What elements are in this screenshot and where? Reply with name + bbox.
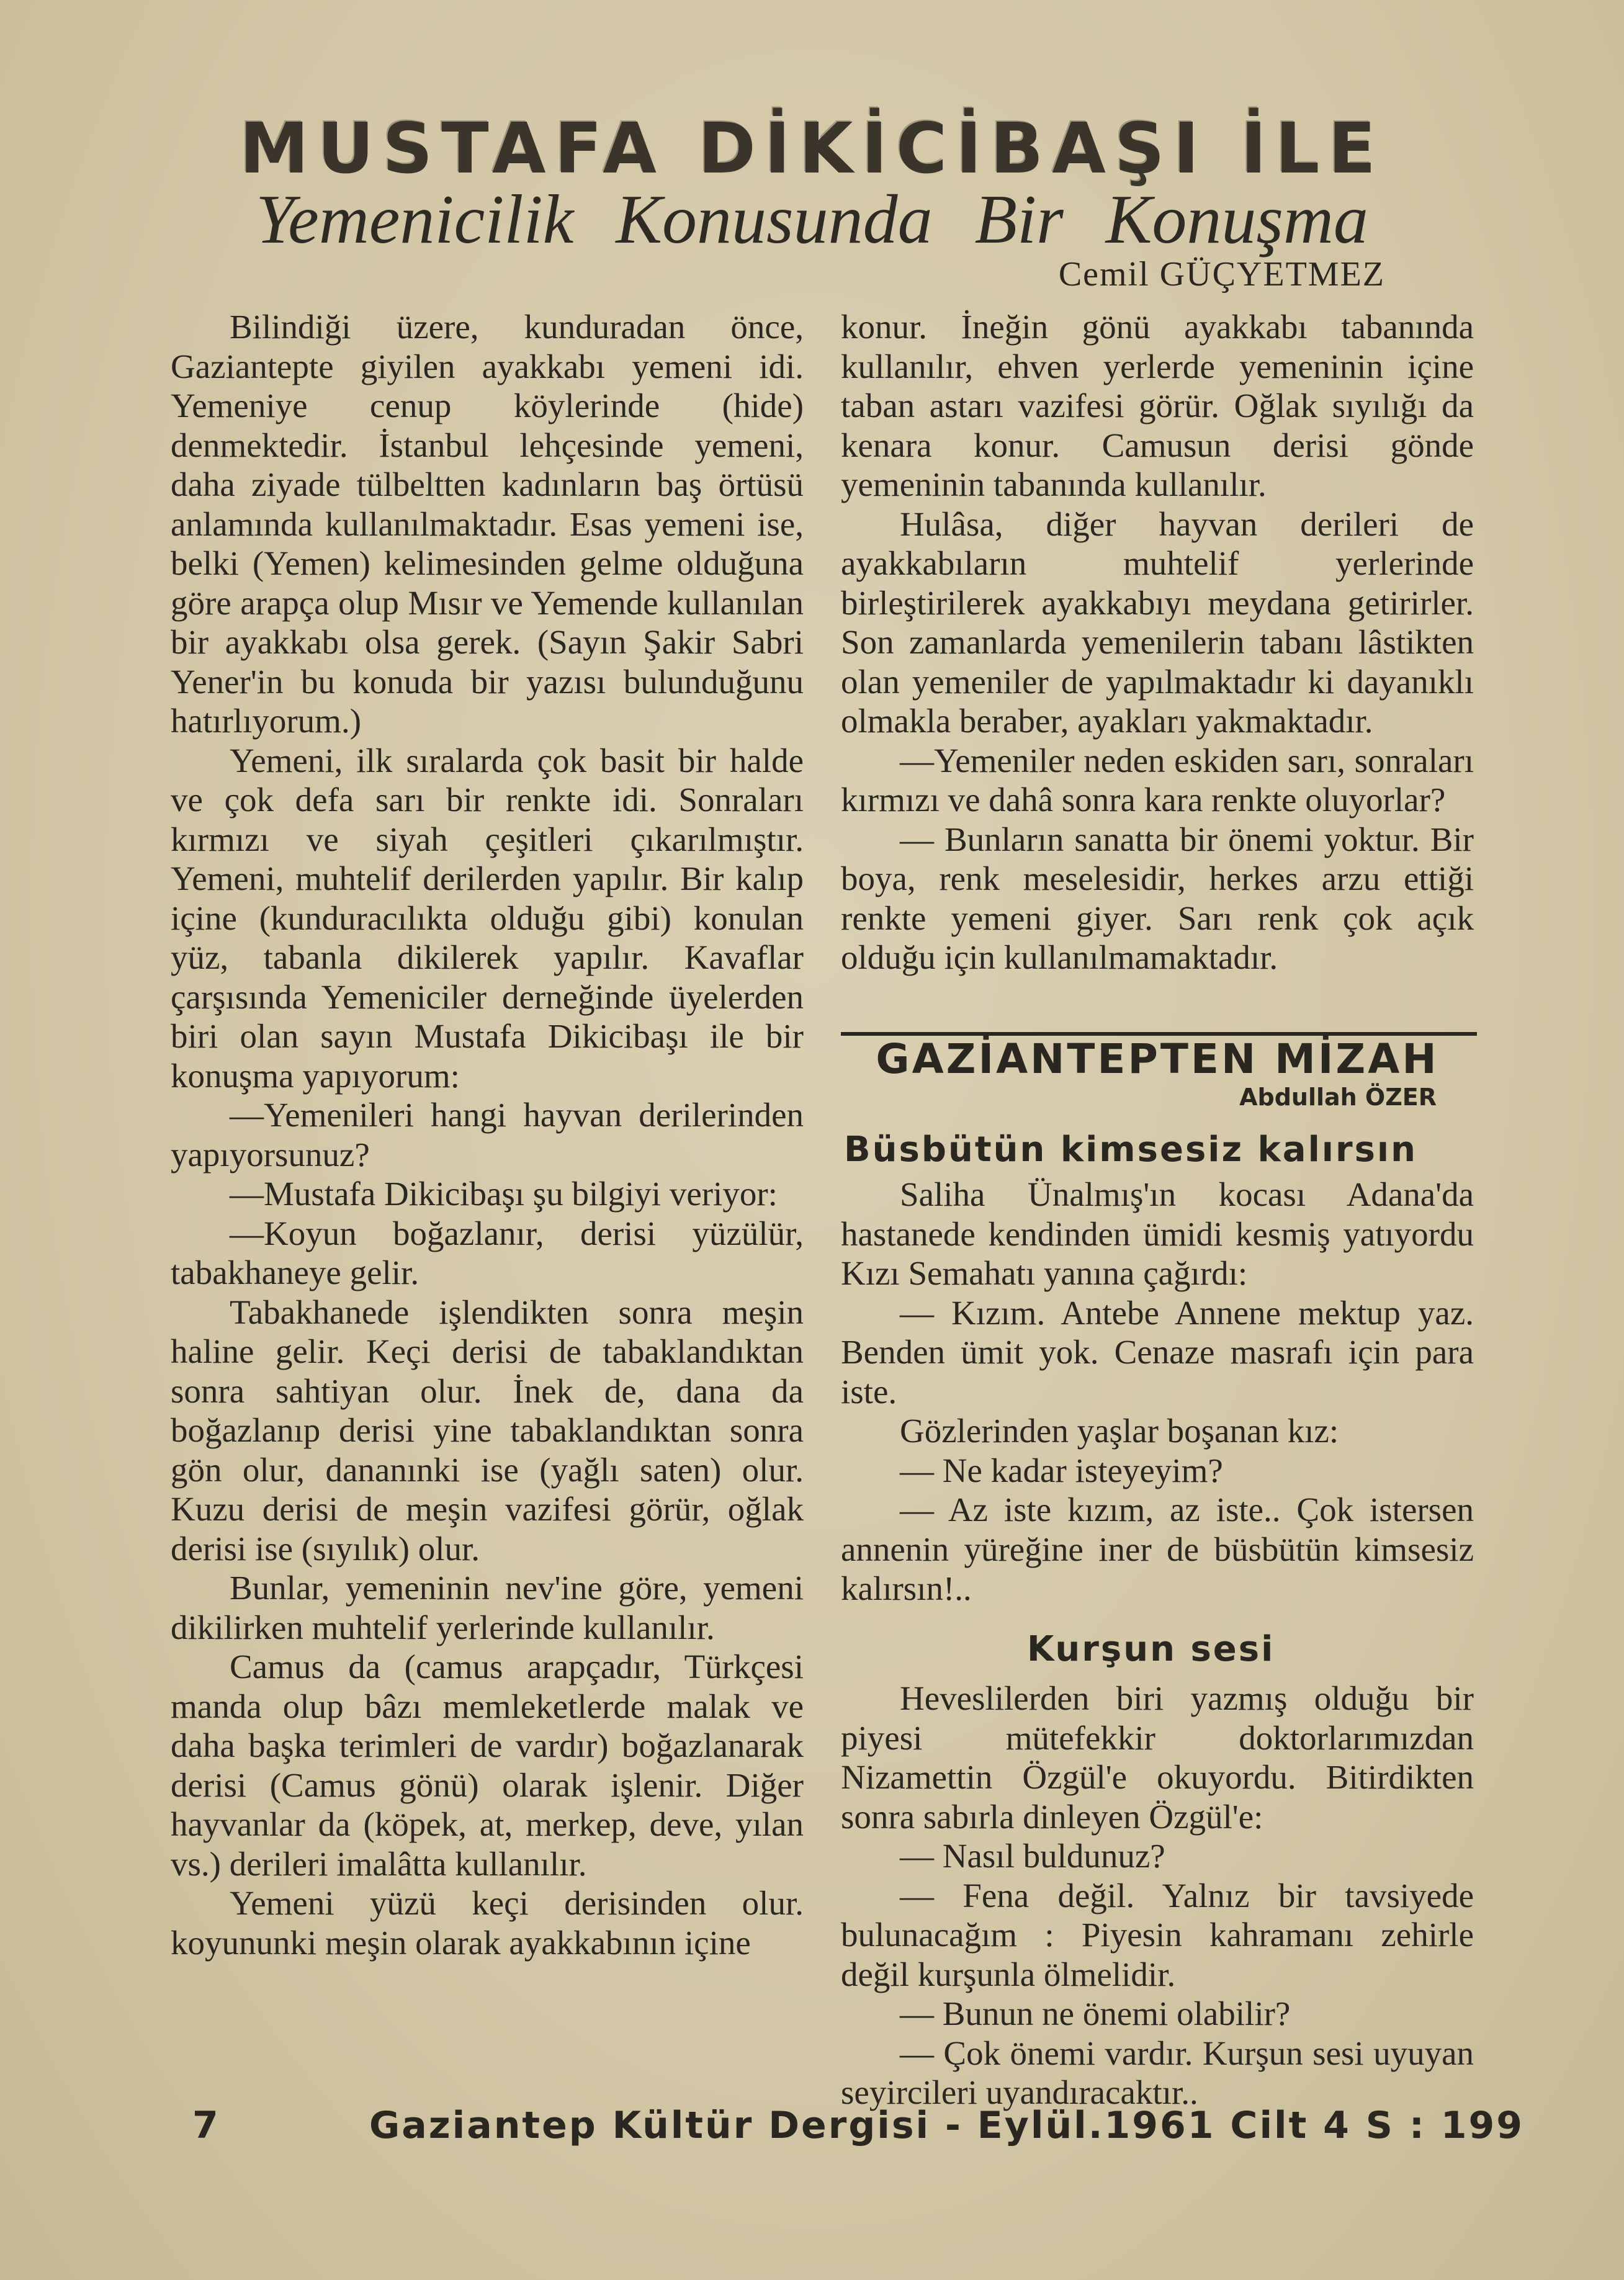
- paragraph: — Bunun ne önemi olabilir?: [900, 1995, 1291, 2032]
- left-column: [171, 307, 804, 1962]
- paragraph: — Fena değil. Yalnız bir tavsiyede bulunacağım : Piyesin kahramanı zehirle değil kurşunla ölmelidir.: [841, 1876, 1474, 1993]
- paragraph: — Kızım. Antebe Annene mektup yaz. Benden ümit yok. Cenaze masrafı için para iste.: [841, 1293, 1474, 1411]
- paragraph: — Çok önemi vardır. Kurşun sesi uyuyan seyircileri uyandıracaktır..: [841, 2034, 1474, 2111]
- paragraph: — Bunların sanatta bir önemi yoktur. Bir boya, renk meselesidir, herkes arzu ettiği renkte yemeni giyer. Sarı renk çok açık olduğu için kullanılmamaktadır.: [841, 820, 1474, 976]
- paragraph: —Yemeniler neden eskiden sarı, sonraları kırmızı ve dahâ sonra kara renkte oluyorlar?: [841, 741, 1474, 819]
- paragraph: Tabakhanede işlendikten sonra meşin haline gelir. Keçi derisi de tabaklandıktan sonra sahtiyan olur. İnek de, dana da boğazlanıp derisi yine tabaklandıktan sonra gön olur, dananınki ise (yağlı saten) olur. Kuzu derisi de meşin vazifesi görür, oğlak derisi ise (sıyılık) olur.: [171, 1293, 804, 1568]
- paragraph: Yemeni, ilk sıralarda çok basit bir halde ve çok defa sarı bir renkte idi. Sonraları kırmızı ve siyah çeşitleri çıkarılmıştır. Yemeni, muhtelif derilerden yapılır. Bir kalıp içine (kunduracılıkta olduğu gibi) konulan yüz, tabanla dikilerek yapılır. Kavaflar çarşısında Yemeniciler derneğinde üyelerden biri olan sayın Mustafa Dikicibaşı ile bir konuşma yapıyorum:: [171, 741, 804, 1095]
- paragraph: Heveslilerden biri yazmış olduğu bir piyesi mütefekkir doktorlarımızdan Nizamettin Özgül'e okuyordu. Bitirdikten sonra sabırla dinleyen Özgül'e:: [841, 1679, 1474, 1836]
- story-heading: Büsbütün kimsesiz kalırsın: [844, 1129, 1417, 1170]
- page-number: 7: [192, 2104, 220, 2147]
- paragraph: — Nasıl buldunuz?: [900, 1837, 1165, 1875]
- paragraph: Gözlerinden yaşlar boşanan kız:: [900, 1412, 1339, 1450]
- paragraph: — Ne kadar isteyeyim?: [900, 1451, 1223, 1489]
- right-column-top: [841, 307, 1474, 977]
- article-author: Cemil GÜÇYETMEZ: [1058, 255, 1385, 294]
- paragraph: Yemeni yüzü keçi derisinden olur. koyununki meşin olarak ayakkabının içine: [171, 1884, 804, 1962]
- paragraph: Saliha Ünalmış'ın kocası Adana'da hastanede kendinden ümidi kesmiş yatıyordu Kızı Semahatı yanına çağırdı:: [841, 1175, 1474, 1292]
- paragraph: —Yemenileri hangi hayvan derilerinden yapıyorsunuz?: [171, 1096, 804, 1174]
- section-author: Abdullah ÖZER: [1239, 1084, 1437, 1111]
- paragraph: Camus da (camus arapçadır, Türkçesi manda olup bâzı memleketlerde malak ve daha başka terimleri de vardır) boğazlanarak derisi (Camus gönü) olarak işlenir. Diğer hayvanlar da (köpek, at, merkep, deve, yılan vs.) derileri imalâtta kullanılır.: [171, 1648, 804, 1883]
- article-title: MUSTAFA DİKİCİBAŞI İLE: [240, 109, 1384, 189]
- story-kursun: [841, 1679, 1474, 2112]
- footer-citation: Gaziantep Kültür Dergisi - Eylül.1961 Cilt 4 S : 199: [369, 2104, 1525, 2147]
- story-busbutun: [841, 1175, 1474, 1609]
- paragraph: —Koyun boğazlanır, derisi yüzülür, tabakhaneye gelir.: [171, 1214, 804, 1291]
- paragraph: konur. İneğin gönü ayakkabı tabanında kullanılır, ehven yerlerde yemeninin içine taban astarı vazifesi görür. Oğlak sıyılığı da kenara konur. Camusun derisi gönde yemeninin tabanında kullanılır.: [841, 308, 1474, 503]
- paragraph: Bunlar, yemeninin nev'ine göre, yemeni dikilirken muhtelif yerlerinde kullanılır.: [171, 1569, 804, 1646]
- section-title: GAZİANTEPTEN MİZAH: [876, 1035, 1439, 1083]
- paragraph: Hulâsa, diğer hayvan derileri de ayakkabıların muhtelif yerlerinde birleştirilerek ayakkabıyı meydana getirirler. Son zamanlarda yemenilerin tabanı lâstikten olan yemeniler de yapılmaktadır ki dayanıklı olmakla beraber, ayakları yakmaktadır.: [841, 505, 1474, 740]
- story-heading: Kurşun sesi: [1027, 1629, 1275, 1669]
- paragraph: — Az iste kızım, az iste.. Çok istersen annenin yüreğine iner de büsbütün kimsesiz kalırsın!..: [841, 1491, 1474, 1607]
- paragraph: Bilindiği üzere, kunduradan önce, Gaziantepte giyilen ayakkabı yemeni idi. Yemeniye cenup köylerinde (hide) denmektedir. İstanbul lehçesinde yemeni, daha ziyade tülbeltten kadınların baş örtüsü anlamında kullanılmaktadır. Esas yemeni ise, belki (Yemen) kelimesinden gelme olduğuna göre arapça olup Mısır ve Yemende kullanılan bir ayakkabı olsa gerek. (Sayın Şakir Sabri Yener'in bu konuda bir yazısı bulunduğunu hatırlıyorum.): [171, 308, 804, 740]
- article-subtitle: Yemenicilik Konusunda Bir Konuşma: [256, 181, 1368, 258]
- paragraph: —Mustafa Dikicibaşı şu bilgiyi veriyor:: [230, 1175, 778, 1213]
